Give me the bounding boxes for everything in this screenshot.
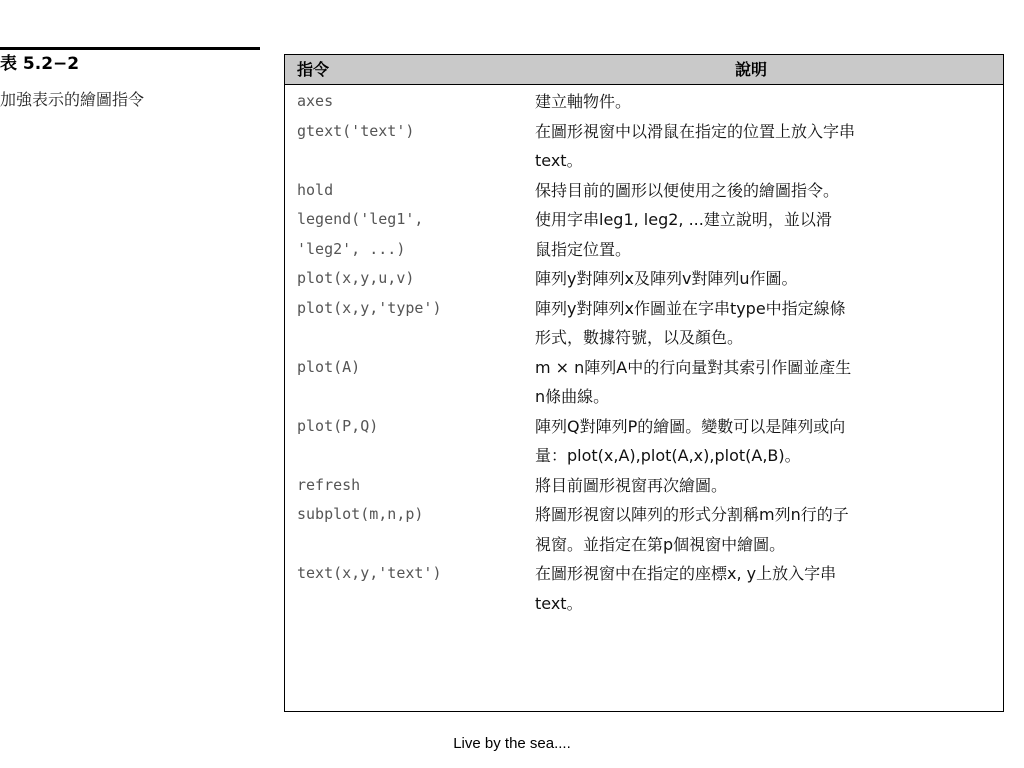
- command-cell: [285, 500, 535, 530]
- description-text: n條曲線。: [535, 387, 610, 406]
- description-text: 陣列y對陣列x作圖並在字串type中指定線條: [535, 298, 846, 318]
- table-row: [285, 500, 1003, 559]
- description-cell: [535, 176, 995, 206]
- description-text: m × n陣列A中的行向量對其索引作圖並產生: [535, 357, 852, 377]
- command-cell: [285, 471, 535, 501]
- description-text: 保持目前的圖形以便使用之後的繪圖指令。: [535, 180, 840, 200]
- command-cell: [285, 205, 535, 264]
- command-text: plot(x,y,'type'): [297, 298, 442, 317]
- command-cell: [285, 264, 535, 294]
- description-cell: [535, 294, 995, 353]
- table-row: [285, 205, 1003, 264]
- description-text: 在圖形視窗中以滑鼠在指定的位置上放入字串: [535, 121, 856, 141]
- command-cell: [285, 559, 535, 589]
- table-body: [285, 87, 1003, 618]
- command-table: [284, 54, 1004, 712]
- table-row: [285, 471, 1003, 501]
- description-text: 陣列y對陣列x及陣列v對陣列u作圖。: [535, 269, 798, 288]
- header-description: 說明: [735, 60, 768, 79]
- description-text: 將目前圖形視窗再次繪圖。: [535, 475, 728, 495]
- description-cell: [535, 471, 995, 501]
- command-text: subplot(m,n,p): [297, 505, 424, 523]
- description-cell: [535, 353, 995, 412]
- description-text: 在圖形視窗中在指定的座標x, y上放入字串: [535, 564, 837, 583]
- command-text: plot(x,y,u,v): [297, 269, 415, 287]
- command-text: text(x,y,'text'): [297, 564, 442, 582]
- description-text: 視窗。並指定在第p個視窗中繪圖。: [535, 534, 786, 554]
- table-row: [285, 117, 1003, 176]
- command-text: 'leg2', ...): [297, 239, 406, 258]
- command-text: axes: [297, 92, 334, 110]
- table-row: [285, 264, 1003, 294]
- description-cell: [535, 117, 995, 176]
- description-text: 將圖形視窗以陣列的形式分割稱m列n行的子: [535, 505, 849, 524]
- table-row: [285, 87, 1003, 117]
- command-cell: [285, 294, 535, 324]
- table-row: [285, 559, 1003, 618]
- command-text: gtext('text'): [297, 121, 415, 140]
- table-row: [285, 353, 1003, 412]
- description-cell: [535, 87, 995, 117]
- table-row: [285, 294, 1003, 353]
- command-cell: [285, 117, 535, 147]
- table-number: 表 5.2−2: [0, 54, 80, 74]
- description-cell: [535, 264, 995, 294]
- command-text: plot(A): [297, 357, 361, 376]
- command-cell: [285, 176, 535, 206]
- table-caption: 加強表示的繪圖指令: [0, 90, 145, 109]
- command-cell: [285, 412, 535, 442]
- table-row: [285, 176, 1003, 206]
- description-text: text。: [535, 593, 583, 613]
- header-command: 指令: [297, 60, 330, 79]
- description-text: 使用字串leg1, leg2, ...建立說明，並以滑: [535, 210, 832, 229]
- description-text: 形式，數據符號，以及顏色。: [535, 328, 744, 347]
- description-text: 量：plot(x,A),plot(A,x),plot(A,B)。: [535, 446, 801, 465]
- description-cell: [535, 559, 995, 618]
- table-row: [285, 412, 1003, 471]
- description-cell: [535, 205, 995, 264]
- command-text: hold: [297, 180, 334, 199]
- description-text: text。: [535, 151, 583, 170]
- description-text: 鼠指定位置。: [535, 239, 632, 259]
- command-text: refresh: [297, 475, 361, 494]
- description-cell: [535, 412, 995, 471]
- caption-rule: [0, 47, 260, 50]
- command-text: legend('leg1',: [297, 210, 424, 228]
- table-header: [285, 55, 1003, 85]
- footer-text: Live by the sea....: [453, 735, 571, 752]
- command-cell: [285, 87, 535, 117]
- description-cell: [535, 500, 995, 559]
- description-text: 陣列Q對陣列P的繪圖。變數可以是陣列或向: [535, 416, 846, 436]
- description-text: 建立軸物件。: [535, 92, 632, 111]
- command-cell: [285, 353, 535, 383]
- command-text: plot(P,Q): [297, 416, 379, 435]
